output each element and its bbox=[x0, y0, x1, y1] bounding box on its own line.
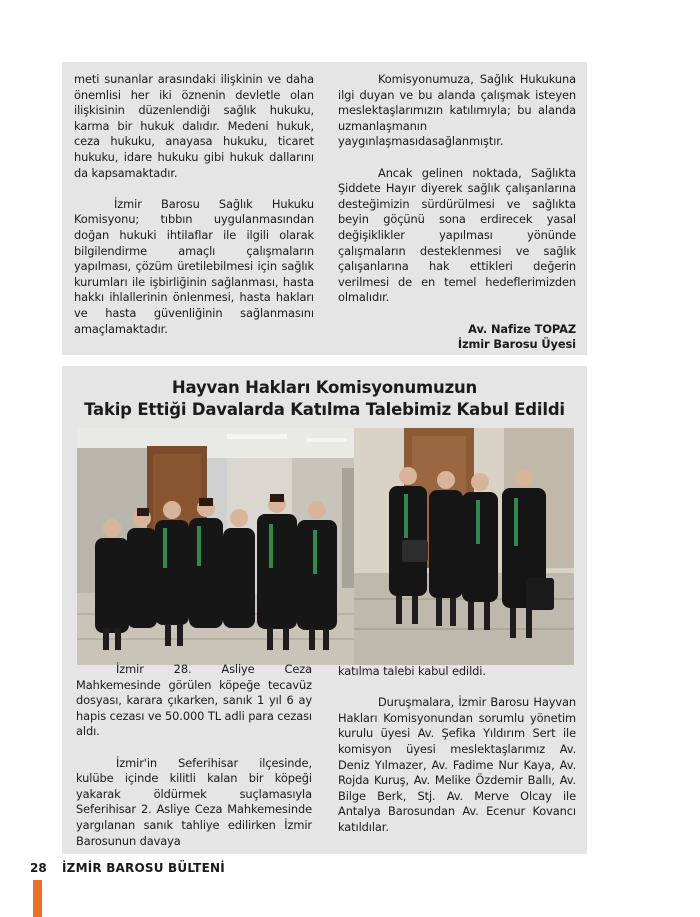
paragraph: İzmir'in Seferihisar ilçesinde, kulübe içinde kilitli kalan bir köpeği yakarak öldürmek suçlamasıyla Seferihisar 2. Asliye Ceza Mahkemesinde yargılanan sanık tahliye edilirken İzmir Barosunun davaya bbox=[76, 755, 312, 848]
paragraph: İzmir Barosu Sağlık Hukuku Komisyonu; tıbbın uygulanmasından doğan hukuki ihtilaflar ile ilgili olarak bilgilendirme amaçlı çalışmaların yapılması, çözüm üretilebilmesi için sağlık kurumları ile işbirliğinin sağlanması, hasta hakkı ihlallerinin önlenmesi, hasta hakları ve hasta güvenliğinin sağlanmasını amaçlamaktadır. bbox=[74, 196, 314, 336]
paragraph: Komisyonumuza, Sağlık Hukukuna ilgi duyan ve bu alanda çalışmak isteyen meslektaşlarımızın katılımıyla; bu alanda uzmanlaşmanın yaygınlaşmasıdasağlanmıştır. bbox=[338, 72, 576, 149]
paragraph: Duruşmalara, İzmir Barosu Hayvan Hakları Komisyonundan sorumlu yönetim kurulu üyesi Av. Şefika Yıldırım Sert ile komisyon üyesi meslektaşlarımız Av. Deniz Yılmazer, Av. Fadime Nur Kaya, Av. Rojda Kuruş, Av. Melike Özdemir Ballı, Av. Bilge Berk, Stj. Av. Merve Olcay ile Antalya Barosundan Av. Ecenur Kovancı katıldılar. bbox=[338, 695, 576, 834]
paragraph: katılma talebi kabul edildi. bbox=[338, 664, 486, 678]
paragraph: Ancak gelinen noktada, Sağlıkta Şiddete Hayır diyerek sağlık çalışanlarına desteğimizin sürdürülmesi ve sağlıkta beyin göçünü sona erdirecek yasal değişiklikler yapılması yönünde çalışmaların desteklenmesi ve sağlık çalışanlarına hak ettikleri değerin verilmesi de en temel hedeflerimizden olmalıdır. bbox=[338, 165, 576, 305]
headline-line: Takip Ettiği Davalarda Katılma Talebimiz Kabul Edildi bbox=[84, 400, 565, 419]
article-headline bbox=[62, 377, 587, 421]
article-panel-health-law bbox=[62, 62, 587, 355]
author-name: Av. Nafize TOPAZ bbox=[468, 321, 576, 336]
group-photo-courthouse-corridor bbox=[77, 428, 364, 665]
publication-title: İZMİR BAROSU BÜLTENİ bbox=[62, 861, 225, 875]
article-column-right bbox=[338, 664, 576, 836]
article-column-left bbox=[74, 72, 314, 337]
page-number: 28 bbox=[30, 861, 47, 875]
headline-line: Hayvan Hakları Komisyonumuzun bbox=[171, 378, 478, 397]
author-title: İzmir Barosu Üyesi bbox=[457, 337, 576, 352]
group-photo-courtroom-hallway bbox=[354, 428, 574, 665]
paragraph: İzmir 28. Asliye Ceza Mahkemesinde görülen köpeğe tecavüz dosyası, karara çıkarken, sanık 1 yıl 6 ay hapis cezası ve 50.000 TL adli para cezası aldı. bbox=[76, 662, 312, 739]
article-column-right bbox=[338, 72, 576, 353]
article-panel-animal-rights bbox=[62, 366, 587, 854]
paragraph: meti sunanlar arasındaki ilişkinin ve daha önemlisi her iki öznenin devletle olan ilişkisinin düzenlendiği sağlık hukuku, karma bir hukuk dalıdır. Medeni hukuk, ceza hukuku, anayasa hukuku, ticaret hukuku, idare hukuku gibi hukuk dallarını da kapsamaktadır. bbox=[74, 72, 314, 180]
accent-bar bbox=[33, 880, 42, 917]
article-column-left bbox=[76, 662, 312, 849]
